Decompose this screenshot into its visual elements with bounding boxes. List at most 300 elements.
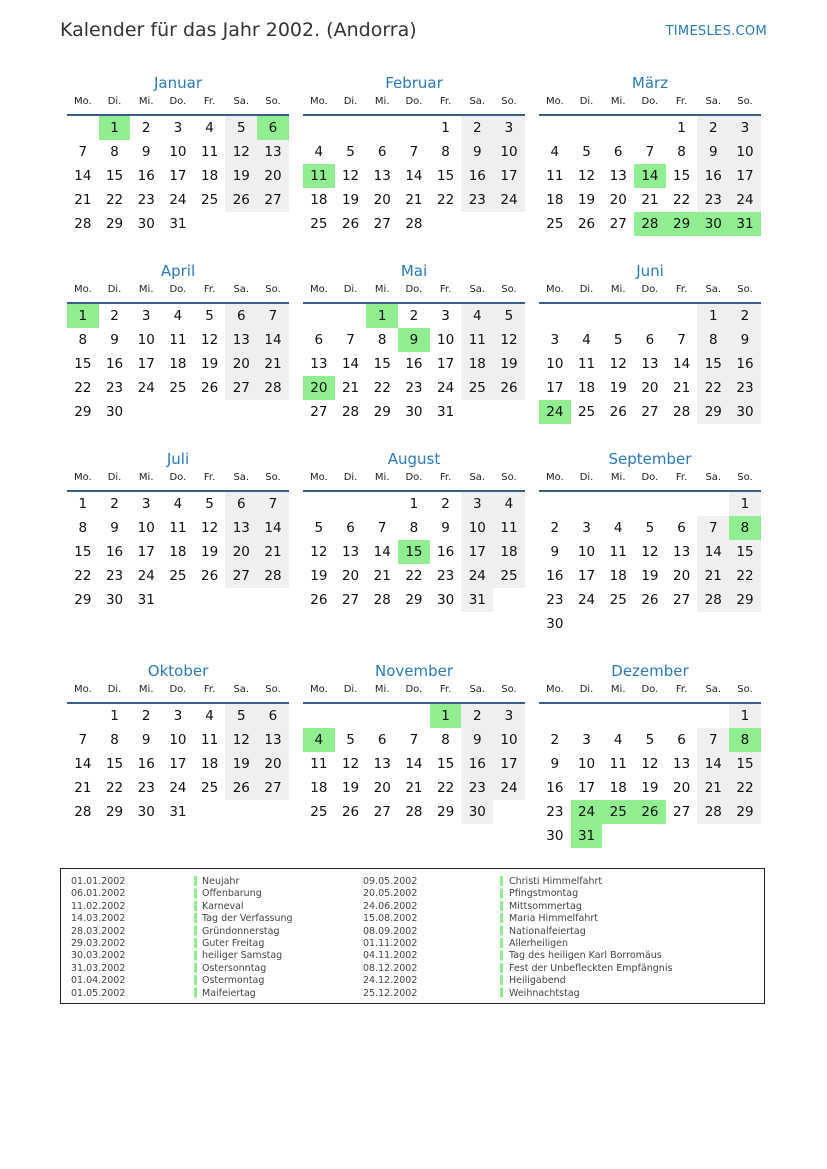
day-cell[interactable]: 29 [74, 404, 92, 420]
day-cell[interactable]: 17 [577, 780, 596, 796]
day-cell[interactable]: 17 [493, 164, 525, 188]
day-cell[interactable]: 18 [169, 356, 187, 372]
day-cell-holiday[interactable]: 24 [539, 400, 571, 424]
day-cell[interactable]: 28 [697, 800, 729, 824]
day-cell[interactable]: 19 [609, 380, 627, 396]
day-cell[interactable]: 22 [673, 192, 691, 208]
day-cell[interactable]: 14 [697, 752, 729, 776]
day-cell[interactable]: 13 [641, 356, 659, 372]
day-cell[interactable]: 5 [225, 704, 257, 728]
day-cell[interactable]: 17 [137, 544, 155, 560]
day-cell[interactable]: 4 [582, 332, 591, 348]
day-cell[interactable]: 25 [461, 376, 493, 400]
day-cell[interactable]: 31 [437, 404, 455, 420]
day-cell[interactable]: 4 [205, 708, 214, 724]
day-cell[interactable]: 14 [673, 356, 691, 372]
day-cell[interactable]: 21 [405, 780, 423, 796]
day-cell[interactable]: 4 [550, 144, 560, 160]
day-cell[interactable]: 7 [697, 516, 729, 540]
day-cell[interactable]: 12 [201, 520, 219, 536]
day-cell[interactable]: 5 [493, 304, 525, 328]
day-cell[interactable]: 16 [697, 164, 729, 188]
day-cell[interactable]: 19 [641, 780, 659, 796]
day-cell[interactable]: 27 [257, 776, 289, 800]
day-cell[interactable]: 16 [105, 356, 124, 372]
day-cell[interactable]: 29 [105, 216, 124, 232]
day-cell[interactable]: 7 [409, 732, 419, 748]
day-cell[interactable]: 16 [137, 168, 155, 184]
day-cell[interactable]: 13 [373, 168, 391, 184]
day-cell[interactable]: 16 [461, 164, 493, 188]
day-cell[interactable]: 1 [441, 120, 450, 136]
day-cell[interactable]: 6 [346, 520, 355, 536]
day-cell[interactable]: 23 [461, 188, 493, 212]
day-cell[interactable]: 8 [110, 732, 119, 748]
day-cell[interactable]: 20 [257, 164, 289, 188]
day-cell[interactable]: 3 [441, 308, 450, 324]
day-cell[interactable]: 19 [641, 568, 659, 584]
day-cell[interactable]: 3 [493, 704, 525, 728]
day-cell[interactable]: 12 [641, 544, 659, 560]
day-cell[interactable]: 17 [493, 752, 525, 776]
day-cell[interactable]: 16 [546, 780, 564, 796]
day-cell[interactable]: 8 [377, 332, 387, 348]
day-cell[interactable]: 30 [437, 592, 455, 608]
day-cell[interactable]: 6 [257, 704, 289, 728]
day-cell[interactable]: 25 [201, 192, 219, 208]
day-cell[interactable]: 19 [225, 752, 257, 776]
day-cell[interactable]: 11 [461, 328, 493, 352]
day-cell[interactable]: 6 [314, 332, 324, 348]
day-cell[interactable]: 13 [673, 544, 691, 560]
day-cell[interactable]: 1 [409, 496, 419, 512]
day-cell[interactable]: 27 [641, 404, 659, 420]
day-cell[interactable]: 10 [461, 516, 493, 540]
day-cell[interactable]: 12 [341, 168, 360, 184]
day-cell[interactable]: 3 [550, 332, 560, 348]
day-cell[interactable]: 12 [225, 728, 257, 752]
day-cell[interactable]: 12 [641, 756, 659, 772]
day-cell[interactable]: 7 [377, 520, 387, 536]
day-cell[interactable]: 24 [169, 780, 187, 796]
day-cell[interactable]: 19 [341, 780, 360, 796]
day-cell[interactable]: 6 [225, 304, 257, 328]
day-cell[interactable]: 29 [405, 592, 423, 608]
day-cell-holiday[interactable]: 29 [666, 212, 698, 236]
day-cell[interactable]: 23 [405, 380, 423, 396]
day-cell[interactable]: 16 [729, 352, 761, 376]
day-cell-holiday[interactable]: 6 [257, 116, 289, 140]
day-cell[interactable]: 13 [257, 728, 289, 752]
day-cell[interactable]: 27 [373, 216, 391, 232]
day-cell[interactable]: 16 [405, 356, 423, 372]
day-cell[interactable]: 2 [729, 304, 761, 328]
day-cell[interactable]: 3 [141, 308, 151, 324]
day-cell[interactable]: 4 [173, 308, 183, 324]
day-cell[interactable]: 1 [729, 492, 761, 516]
day-cell-holiday[interactable]: 1 [99, 116, 131, 140]
day-cell[interactable]: 21 [74, 780, 92, 796]
day-cell[interactable]: 10 [546, 356, 564, 372]
day-cell[interactable]: 25 [493, 564, 525, 588]
day-cell[interactable]: 9 [141, 732, 151, 748]
day-cell[interactable]: 17 [169, 756, 187, 772]
day-cell[interactable]: 20 [673, 568, 691, 584]
day-cell[interactable]: 21 [673, 380, 691, 396]
day-cell-holiday[interactable]: 8 [729, 516, 761, 540]
day-cell[interactable]: 3 [141, 496, 151, 512]
day-cell[interactable]: 13 [341, 544, 360, 560]
day-cell[interactable]: 13 [225, 328, 257, 352]
day-cell[interactable]: 2 [441, 496, 450, 512]
day-cell[interactable]: 23 [105, 568, 124, 584]
day-cell[interactable]: 24 [169, 192, 187, 208]
day-cell[interactable]: 30 [137, 216, 155, 232]
day-cell[interactable]: 21 [405, 192, 423, 208]
day-cell[interactable]: 8 [677, 144, 686, 160]
day-cell[interactable]: 23 [137, 192, 155, 208]
day-cell[interactable]: 8 [441, 732, 450, 748]
day-cell[interactable]: 10 [437, 332, 455, 348]
day-cell[interactable]: 5 [314, 520, 324, 536]
day-cell[interactable]: 14 [405, 168, 423, 184]
day-cell-holiday[interactable]: 15 [398, 540, 430, 564]
day-cell[interactable]: 26 [201, 568, 219, 584]
day-cell[interactable]: 27 [373, 804, 391, 820]
day-cell[interactable]: 9 [550, 544, 560, 560]
day-cell[interactable]: 11 [609, 544, 627, 560]
day-cell[interactable]: 29 [729, 800, 761, 824]
day-cell[interactable]: 18 [310, 780, 328, 796]
day-cell-holiday[interactable]: 30 [697, 212, 729, 236]
day-cell[interactable]: 22 [697, 376, 729, 400]
day-cell[interactable]: 14 [74, 168, 92, 184]
day-cell[interactable]: 17 [577, 568, 596, 584]
day-cell-holiday[interactable]: 4 [303, 728, 335, 752]
day-cell[interactable]: 19 [201, 544, 219, 560]
day-cell[interactable]: 8 [697, 328, 729, 352]
day-cell[interactable]: 6 [225, 492, 257, 516]
day-cell[interactable]: 3 [493, 116, 525, 140]
day-cell[interactable]: 18 [201, 168, 219, 184]
day-cell[interactable]: 9 [441, 520, 450, 536]
day-cell[interactable]: 7 [78, 144, 88, 160]
day-cell[interactable]: 20 [373, 780, 391, 796]
day-cell[interactable]: 20 [609, 192, 627, 208]
day-cell[interactable]: 2 [110, 496, 119, 512]
day-cell[interactable]: 21 [373, 568, 391, 584]
day-cell[interactable]: 15 [729, 752, 761, 776]
day-cell[interactable]: 13 [310, 356, 328, 372]
day-cell[interactable]: 19 [577, 192, 596, 208]
day-cell[interactable]: 23 [437, 568, 455, 584]
day-cell[interactable]: 31 [169, 804, 187, 820]
day-cell[interactable]: 7 [257, 492, 289, 516]
day-cell[interactable]: 11 [609, 756, 627, 772]
day-cell[interactable]: 30 [105, 592, 124, 608]
day-cell[interactable]: 24 [493, 776, 525, 800]
day-cell[interactable]: 12 [201, 332, 219, 348]
day-cell[interactable]: 19 [225, 164, 257, 188]
day-cell[interactable]: 22 [405, 568, 423, 584]
day-cell-holiday[interactable]: 9 [398, 328, 430, 352]
day-cell[interactable]: 16 [461, 752, 493, 776]
day-cell[interactable]: 16 [546, 568, 564, 584]
day-cell[interactable]: 24 [437, 380, 455, 396]
day-cell[interactable]: 28 [405, 216, 423, 232]
day-cell[interactable]: 30 [461, 800, 493, 824]
day-cell-holiday[interactable]: 31 [729, 212, 761, 236]
day-cell[interactable]: 9 [729, 328, 761, 352]
day-cell[interactable]: 11 [169, 520, 187, 536]
day-cell[interactable]: 20 [373, 192, 391, 208]
day-cell[interactable]: 4 [205, 120, 214, 136]
day-cell[interactable]: 22 [105, 192, 124, 208]
day-cell[interactable]: 28 [257, 564, 289, 588]
day-cell[interactable]: 18 [310, 192, 328, 208]
day-cell[interactable]: 18 [609, 780, 627, 796]
day-cell[interactable]: 25 [310, 216, 328, 232]
day-cell[interactable]: 4 [173, 496, 183, 512]
day-cell[interactable]: 25 [201, 780, 219, 796]
day-cell[interactable]: 9 [461, 140, 493, 164]
day-cell[interactable]: 9 [461, 728, 493, 752]
day-cell[interactable]: 10 [577, 544, 596, 560]
day-cell-holiday[interactable]: 26 [634, 800, 666, 824]
day-cell[interactable]: 24 [137, 380, 155, 396]
day-cell[interactable]: 20 [257, 752, 289, 776]
day-cell[interactable]: 16 [105, 544, 124, 560]
day-cell[interactable]: 13 [673, 756, 691, 772]
day-cell[interactable]: 3 [173, 120, 183, 136]
day-cell[interactable]: 5 [613, 332, 623, 348]
day-cell[interactable]: 30 [105, 404, 124, 420]
day-cell[interactable]: 26 [341, 804, 360, 820]
day-cell[interactable]: 29 [105, 804, 124, 820]
day-cell[interactable]: 30 [729, 400, 761, 424]
day-cell[interactable]: 3 [582, 520, 591, 536]
day-cell[interactable]: 26 [341, 216, 360, 232]
day-cell[interactable]: 20 [225, 540, 257, 564]
day-cell[interactable]: 23 [546, 592, 564, 608]
day-cell[interactable]: 28 [373, 592, 391, 608]
day-cell[interactable]: 17 [546, 380, 564, 396]
day-cell[interactable]: 19 [310, 568, 328, 584]
day-cell[interactable]: 22 [437, 192, 455, 208]
day-cell[interactable]: 9 [110, 332, 119, 348]
day-cell-holiday[interactable]: 11 [303, 164, 335, 188]
day-cell-holiday[interactable]: 1 [67, 304, 99, 328]
day-cell[interactable]: 18 [493, 540, 525, 564]
day-cell[interactable]: 7 [697, 728, 729, 752]
day-cell[interactable]: 25 [609, 592, 627, 608]
day-cell[interactable]: 24 [461, 564, 493, 588]
day-cell[interactable]: 22 [437, 780, 455, 796]
day-cell[interactable]: 22 [105, 780, 124, 796]
day-cell[interactable]: 15 [437, 756, 455, 772]
day-cell[interactable]: 29 [729, 588, 761, 612]
day-cell[interactable]: 20 [641, 380, 659, 396]
day-cell[interactable]: 5 [205, 496, 214, 512]
day-cell[interactable]: 5 [346, 144, 355, 160]
day-cell[interactable]: 5 [205, 308, 214, 324]
day-cell[interactable]: 2 [141, 120, 151, 136]
day-cell[interactable]: 8 [441, 144, 450, 160]
day-cell[interactable]: 13 [257, 140, 289, 164]
day-cell[interactable]: 23 [105, 380, 124, 396]
day-cell[interactable]: 22 [729, 564, 761, 588]
day-cell[interactable]: 24 [577, 592, 596, 608]
day-cell[interactable]: 6 [645, 332, 655, 348]
day-cell[interactable]: 6 [377, 732, 387, 748]
day-cell[interactable]: 26 [641, 592, 659, 608]
day-cell-holiday[interactable]: 31 [571, 824, 603, 848]
day-cell[interactable]: 12 [609, 356, 627, 372]
day-cell[interactable]: 11 [201, 732, 219, 748]
day-cell[interactable]: 14 [405, 756, 423, 772]
day-cell[interactable]: 12 [577, 168, 596, 184]
day-cell[interactable]: 24 [493, 188, 525, 212]
day-cell[interactable]: 14 [257, 516, 289, 540]
day-cell[interactable]: 10 [577, 756, 596, 772]
day-cell[interactable]: 6 [677, 520, 686, 536]
day-cell[interactable]: 2 [461, 704, 493, 728]
day-cell[interactable]: 20 [225, 352, 257, 376]
day-cell[interactable]: 20 [341, 568, 360, 584]
day-cell[interactable]: 7 [346, 332, 355, 348]
day-cell[interactable]: 25 [169, 380, 187, 396]
day-cell[interactable]: 18 [577, 380, 596, 396]
day-cell[interactable]: 7 [677, 332, 686, 348]
day-cell[interactable]: 9 [697, 140, 729, 164]
day-cell[interactable]: 30 [137, 804, 155, 820]
day-cell[interactable]: 21 [697, 776, 729, 800]
day-cell[interactable]: 27 [673, 592, 691, 608]
day-cell-holiday[interactable]: 1 [430, 704, 462, 728]
day-cell[interactable]: 21 [74, 192, 92, 208]
day-cell[interactable]: 1 [110, 708, 119, 724]
day-cell[interactable]: 15 [729, 540, 761, 564]
day-cell[interactable]: 28 [697, 588, 729, 612]
day-cell[interactable]: 30 [405, 404, 423, 420]
day-cell[interactable]: 26 [310, 592, 328, 608]
day-cell[interactable]: 23 [729, 376, 761, 400]
day-cell[interactable]: 21 [257, 540, 289, 564]
day-cell[interactable]: 22 [729, 776, 761, 800]
day-cell[interactable]: 10 [493, 140, 525, 164]
day-cell[interactable]: 4 [493, 492, 525, 516]
day-cell[interactable]: 27 [225, 564, 257, 588]
day-cell[interactable]: 12 [225, 140, 257, 164]
day-cell-holiday[interactable]: 1 [366, 304, 398, 328]
day-cell[interactable]: 6 [377, 144, 387, 160]
day-cell[interactable]: 7 [645, 144, 655, 160]
day-cell[interactable]: 26 [609, 404, 627, 420]
day-cell[interactable]: 6 [613, 144, 623, 160]
day-cell[interactable]: 15 [437, 168, 455, 184]
day-cell[interactable]: 21 [257, 352, 289, 376]
day-cell[interactable]: 14 [697, 540, 729, 564]
day-cell[interactable]: 31 [137, 592, 155, 608]
day-cell[interactable]: 25 [546, 216, 564, 232]
day-cell[interactable]: 4 [461, 304, 493, 328]
day-cell[interactable]: 1 [729, 704, 761, 728]
day-cell[interactable]: 9 [141, 144, 151, 160]
day-cell[interactable]: 10 [169, 732, 187, 748]
day-cell[interactable]: 30 [546, 616, 564, 632]
day-cell[interactable]: 16 [437, 544, 455, 560]
day-cell[interactable]: 10 [137, 332, 155, 348]
day-cell[interactable]: 17 [437, 356, 455, 372]
day-cell[interactable]: 7 [257, 304, 289, 328]
day-cell[interactable]: 10 [493, 728, 525, 752]
day-cell[interactable]: 5 [645, 520, 655, 536]
day-cell[interactable]: 5 [582, 144, 591, 160]
day-cell[interactable]: 10 [169, 144, 187, 160]
day-cell[interactable]: 4 [613, 732, 623, 748]
day-cell[interactable]: 7 [78, 732, 88, 748]
day-cell[interactable]: 8 [78, 332, 88, 348]
day-cell-holiday[interactable]: 8 [729, 728, 761, 752]
day-cell[interactable]: 21 [697, 564, 729, 588]
day-cell[interactable]: 12 [493, 328, 525, 352]
day-cell[interactable]: 4 [314, 144, 324, 160]
day-cell[interactable]: 15 [74, 544, 92, 560]
day-cell[interactable]: 27 [310, 404, 328, 420]
day-cell[interactable]: 18 [609, 568, 627, 584]
day-cell[interactable]: 28 [74, 804, 92, 820]
day-cell[interactable]: 18 [546, 192, 564, 208]
day-cell[interactable]: 2 [409, 308, 419, 324]
day-cell[interactable]: 23 [461, 776, 493, 800]
day-cell[interactable]: 26 [493, 376, 525, 400]
day-cell[interactable]: 2 [697, 116, 729, 140]
day-cell[interactable]: 17 [137, 356, 155, 372]
day-cell[interactable]: 3 [729, 116, 761, 140]
day-cell[interactable]: 23 [697, 188, 729, 212]
day-cell[interactable]: 28 [405, 804, 423, 820]
day-cell[interactable]: 30 [546, 828, 564, 844]
day-cell[interactable]: 5 [225, 116, 257, 140]
day-cell[interactable]: 26 [225, 776, 257, 800]
day-cell[interactable]: 14 [341, 356, 360, 372]
day-cell[interactable]: 1 [78, 496, 88, 512]
day-cell[interactable]: 22 [74, 380, 92, 396]
day-cell[interactable]: 2 [550, 732, 560, 748]
day-cell[interactable]: 9 [550, 756, 560, 772]
day-cell[interactable]: 15 [105, 756, 124, 772]
day-cell[interactable]: 22 [74, 568, 92, 584]
day-cell[interactable]: 19 [201, 356, 219, 372]
day-cell[interactable]: 28 [257, 376, 289, 400]
day-cell[interactable]: 26 [577, 216, 596, 232]
day-cell[interactable]: 4 [613, 520, 623, 536]
day-cell[interactable]: 17 [729, 164, 761, 188]
day-cell[interactable]: 11 [577, 356, 596, 372]
day-cell[interactable]: 25 [310, 804, 328, 820]
day-cell[interactable]: 11 [169, 332, 187, 348]
day-cell[interactable]: 26 [201, 380, 219, 396]
day-cell[interactable]: 11 [546, 168, 564, 184]
day-cell[interactable]: 29 [74, 592, 92, 608]
day-cell[interactable]: 3 [173, 708, 183, 724]
day-cell[interactable]: 6 [677, 732, 686, 748]
day-cell[interactable]: 21 [641, 192, 659, 208]
day-cell[interactable]: 13 [225, 516, 257, 540]
day-cell[interactable]: 2 [461, 116, 493, 140]
day-cell[interactable]: 23 [546, 804, 564, 820]
day-cell[interactable]: 15 [74, 356, 92, 372]
